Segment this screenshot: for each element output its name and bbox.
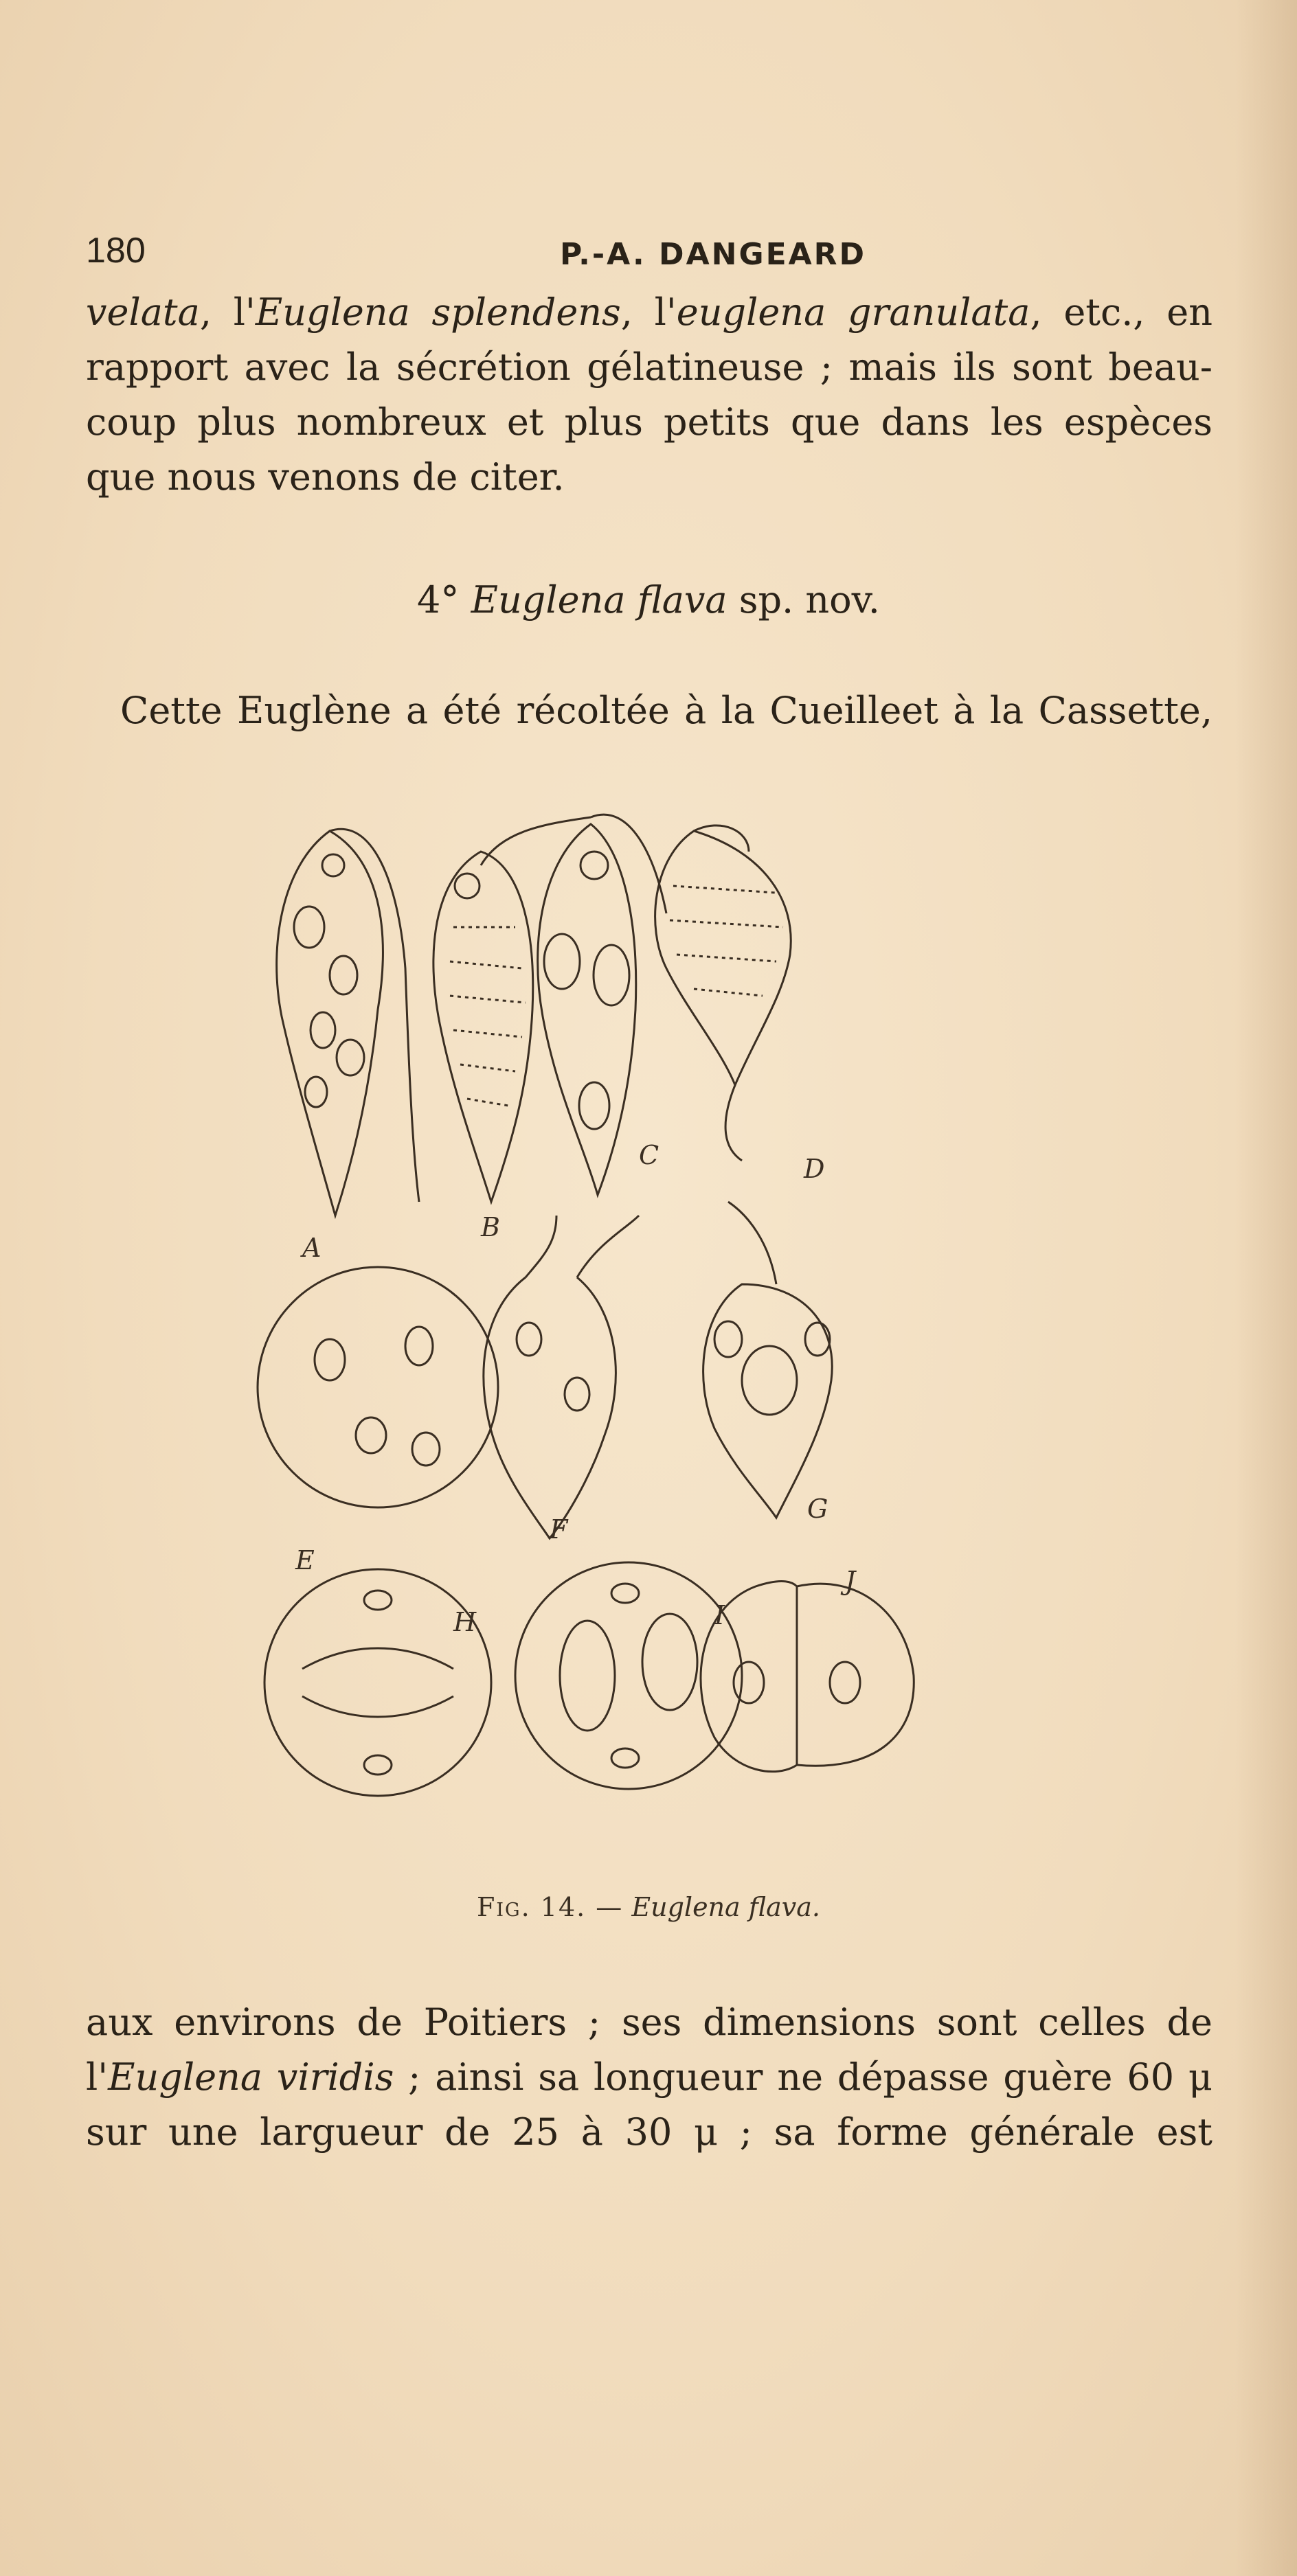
cell-g xyxy=(703,1284,833,1518)
cell-a xyxy=(277,831,383,1216)
text-line xyxy=(86,285,1213,340)
cell-f xyxy=(484,1277,616,1538)
label-j: J xyxy=(845,1566,856,1596)
paragraph-top xyxy=(86,285,1213,505)
text-line: rapport avec la sécrétion gélatineuse ; mais ils sont beau- xyxy=(86,345,1213,389)
text-line xyxy=(86,2050,1213,2105)
text-run: ; ainsi sa longueur ne dépasse guère 60 μ xyxy=(394,2055,1213,2099)
label-a: A xyxy=(302,1233,322,1263)
flagellum-a xyxy=(330,829,419,1202)
page-edge-shadow xyxy=(1235,0,1297,2576)
label-f: F xyxy=(550,1514,568,1545)
cell-b xyxy=(433,852,533,1202)
text-run: , l' xyxy=(620,290,677,334)
flagellum-b xyxy=(481,817,591,865)
species-name: Euglena flava xyxy=(471,578,728,622)
cell-e xyxy=(258,1267,498,1507)
text-run: , l' xyxy=(199,290,256,334)
text-run: l' xyxy=(86,2055,109,2099)
caption-species: Euglena flava. xyxy=(631,1892,820,1922)
label-e: E xyxy=(295,1545,315,1575)
label-d: D xyxy=(804,1154,825,1184)
page-header xyxy=(86,230,1226,278)
section-suffix: sp. nov. xyxy=(738,578,880,622)
page-number: 180 xyxy=(86,231,146,271)
text-italic: Euglena viridis xyxy=(108,2055,394,2099)
label-i: I xyxy=(714,1600,725,1630)
intro-paragraph xyxy=(120,683,1213,738)
label-h: H xyxy=(453,1607,477,1637)
section-number: 4° xyxy=(417,578,460,622)
text-italic: euglena granulata xyxy=(676,290,1030,334)
text-run: , etc., en xyxy=(1030,290,1213,334)
cell-h xyxy=(264,1569,491,1796)
label-g: G xyxy=(807,1494,828,1524)
cell-j xyxy=(701,1582,914,1772)
text-line: aux environs de Poitiers ; ses dimensions sont celles de xyxy=(86,2001,1213,2044)
text-line: sur une largueur de 25 à 30 μ ; sa forme générale est xyxy=(86,2110,1213,2154)
label-c: C xyxy=(639,1140,659,1170)
text-line: que nous venons de citer. xyxy=(86,455,565,499)
section-title xyxy=(0,578,1297,622)
figure-14 xyxy=(254,790,1044,1889)
running-head: P.-A. DANGEARD xyxy=(560,237,867,272)
figure-caption xyxy=(0,1892,1297,1922)
flagellum-g xyxy=(728,1202,776,1284)
cell-i xyxy=(515,1562,742,1789)
caption-prefix: Fig. 14. — xyxy=(477,1892,624,1922)
label-b: B xyxy=(481,1212,500,1242)
text-italic: velata xyxy=(86,290,200,334)
text-italic: Euglena splendens xyxy=(255,290,621,334)
cell-c xyxy=(538,824,636,1195)
paragraph-bottom xyxy=(86,1995,1213,2160)
text-line: coup plus nombreux et plus petits que dans les espèces xyxy=(86,400,1213,444)
euglena-illustration xyxy=(254,790,1044,1889)
text-line: Cette Euglène a été récoltée à la Cueilleet à la Cassette, xyxy=(120,689,1213,732)
